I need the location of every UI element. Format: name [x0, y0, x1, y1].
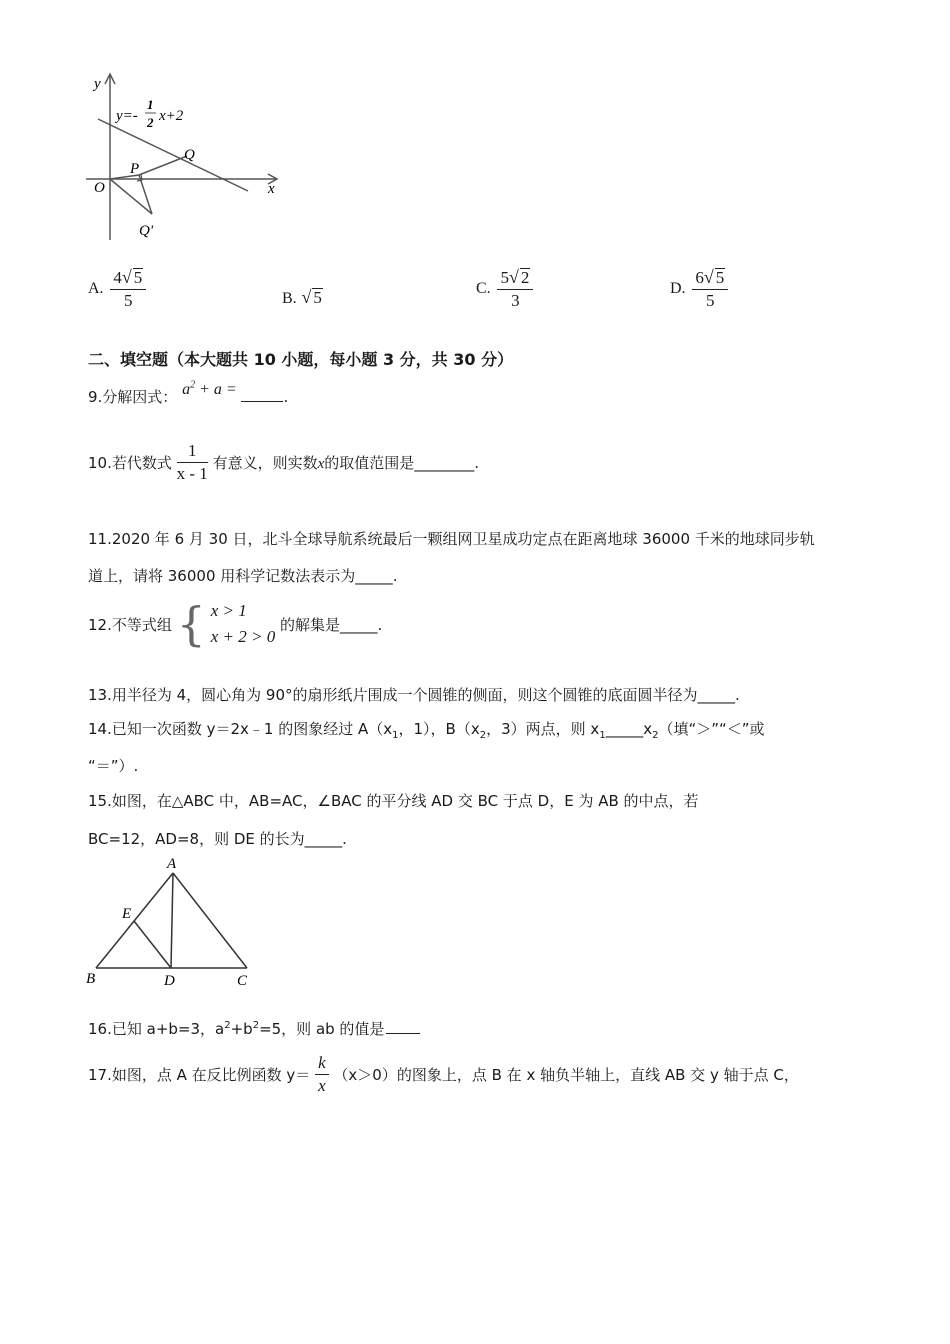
- option-b-label: B.: [282, 290, 297, 307]
- q9-blank: [241, 401, 283, 402]
- q16-blank: [386, 1033, 420, 1034]
- q14-sub4: 2: [652, 730, 659, 741]
- option-d-coef: 6: [695, 268, 704, 287]
- q14-part4: _____x: [605, 720, 653, 738]
- option-d-den: 5: [706, 291, 715, 310]
- q12-system: [211, 598, 276, 650]
- q12-brace: {: [176, 597, 206, 651]
- option-c: [476, 266, 533, 312]
- q11-line2: 道上，请将 36000 用科学记数法表示为_____.: [88, 567, 398, 585]
- q12-prefix: 12.不等式组: [88, 615, 172, 634]
- q9-prefix: 9.分解因式：: [88, 388, 178, 406]
- origin-label: O: [94, 180, 105, 196]
- q15-line1: 15.如图，在△ABC 中，AB=AC，∠BAC 的平分线 AD 交 BC 于点 D，E 为 AB 的中点，若: [88, 792, 699, 810]
- vertex-c-label: C: [237, 973, 248, 989]
- q9-end: .: [283, 388, 289, 406]
- question-9: [88, 379, 289, 407]
- q16-part3: =5，则 ab 的值是: [259, 1020, 385, 1038]
- q17-num: k: [315, 1052, 329, 1075]
- q17-prefix: 17.如图，点 A 在反比例函数 y＝: [88, 1066, 311, 1084]
- q9-rest: + a =: [195, 381, 237, 398]
- q14-part3: ，3）两点，则 x: [486, 720, 600, 738]
- option-a-label: A.: [88, 280, 104, 297]
- q17-den: x: [318, 1076, 326, 1095]
- q14-part5: （填“＞”“＜”或: [658, 720, 765, 738]
- section-heading: 二、填空题（本大题共 10 小题，每小题 3 分，共 30 分）: [88, 350, 514, 369]
- point-q-label: Q: [184, 147, 195, 163]
- option-a: [88, 266, 146, 312]
- question-10: [88, 440, 479, 485]
- q10-den: x - 1: [176, 464, 208, 483]
- option-d-fraction: $\frac{6√ 5}{5}$: [692, 266, 728, 312]
- q16-part2: +b: [230, 1020, 253, 1038]
- q11-line1: 11.2020 年 6 月 30 日，北斗全球导航系统最后一颗组网卫星成功定点在距离地球 36000 千米的地球同步轨: [88, 530, 815, 548]
- q10-var: x: [317, 456, 325, 472]
- equation-prefix: y=-: [116, 108, 138, 124]
- option-c-den: 3: [511, 291, 520, 310]
- q9-var: a: [182, 381, 191, 398]
- q14-part2: ，1），B（x: [398, 720, 480, 738]
- q12-ineq1: x > 1: [210, 601, 247, 620]
- vertex-b-label: B: [86, 971, 96, 987]
- vertex-a-label: A: [167, 856, 177, 872]
- segment-de: [134, 921, 171, 968]
- q14-part1: 14.已知一次函数 y＝2x﹣1 的图象经过 A（x: [88, 720, 393, 738]
- option-b-radicand: 5: [313, 288, 322, 307]
- triangle-figure: [82, 852, 257, 992]
- side-ac: [173, 873, 247, 968]
- q16-sup1: 2: [224, 1020, 231, 1031]
- q16-sup2: 2: [252, 1020, 260, 1031]
- q14-line2: “＝”）.: [88, 757, 139, 775]
- option-b: B. √ 5: [282, 287, 322, 307]
- point-qp-label: Q': [139, 223, 154, 239]
- x-axis-label: x: [268, 181, 275, 197]
- option-c-radicand: 2: [520, 268, 530, 287]
- q14-sub1: 1: [392, 730, 399, 741]
- option-d: [670, 266, 728, 312]
- question-13: 13.用半径为 4，圆心角为 90°的扇形纸片围成一个圆锥的侧面，则这个圆锥的底面圆半径为_____.: [88, 686, 740, 704]
- y-axis-label: y: [94, 76, 101, 92]
- question-17: [88, 1052, 799, 1097]
- option-a-radicand: 5: [133, 268, 143, 287]
- point-e-label: E: [122, 906, 132, 922]
- q10-prefix: 10.若代数式: [88, 454, 172, 472]
- q12-ineq2: x + 2 > 0: [210, 627, 276, 646]
- side-ab: [96, 873, 173, 968]
- q10-num: 1: [177, 440, 208, 463]
- q10-text2: 的取值范围是________.: [324, 454, 480, 472]
- option-a-fraction: $\frac{4√ 5}{5}$: [110, 266, 146, 312]
- option-c-fraction: $\frac{5√ 2}{3}$: [497, 266, 533, 312]
- segment-ad: [171, 873, 173, 968]
- option-c-coef: 5: [500, 268, 509, 287]
- equation-num: 1: [147, 97, 154, 112]
- question-14: [88, 718, 765, 741]
- q12-suffix: 的解集是_____.: [279, 615, 383, 634]
- q14-sub3: 1: [599, 730, 606, 741]
- coordinate-figure: [80, 68, 300, 248]
- equation-den: 2: [147, 115, 154, 130]
- option-d-radicand: 5: [715, 268, 725, 287]
- point-p-label: P: [130, 161, 140, 177]
- equation-suffix: x+2: [159, 108, 184, 124]
- q16-part1: 16.已知 a+b=3，a: [88, 1020, 225, 1038]
- option-a-den: 5: [124, 291, 133, 310]
- segment-pq: [139, 156, 187, 175]
- q14-sub2: 2: [479, 730, 487, 741]
- q17-fraction: [315, 1052, 329, 1097]
- q9-sup: 2: [190, 379, 196, 391]
- option-c-label: C.: [476, 280, 491, 297]
- q10-fraction: [177, 440, 208, 485]
- q15-line2: BC=12，AD=8，则 DE 的长为_____.: [88, 830, 347, 848]
- q10-text: 有意义，则实数: [212, 454, 318, 472]
- line-graph: [98, 119, 248, 191]
- option-d-label: D.: [670, 280, 686, 297]
- question-12: [88, 598, 382, 650]
- question-16: [88, 1018, 420, 1039]
- q17-suffix: （x＞0）的图象上，点 B 在 x 轴负半轴上，直线 AB 交 y 轴于点 C，: [333, 1066, 799, 1084]
- option-a-coef: 4: [113, 268, 122, 287]
- point-d-label: D: [164, 973, 175, 989]
